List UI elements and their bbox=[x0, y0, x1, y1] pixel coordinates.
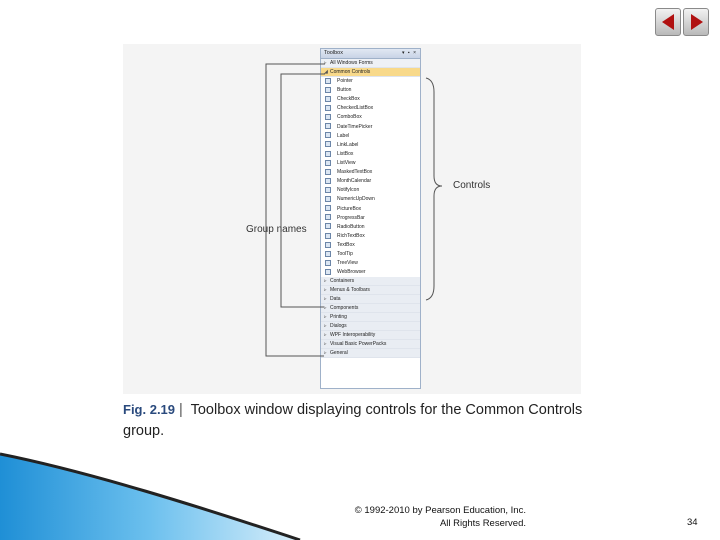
group-label: Dialogs bbox=[330, 323, 347, 330]
group-expander-icon: ▹ bbox=[324, 278, 327, 285]
group-names-leader-outer bbox=[266, 64, 325, 356]
copyright-line-2: All Rights Reserved. bbox=[439, 518, 526, 529]
group-label: All Windows Forms bbox=[330, 60, 373, 66]
group-label: Data bbox=[330, 296, 341, 303]
group-expander-icon: ▹ bbox=[324, 341, 327, 348]
control-label: MaskedTextBox bbox=[337, 169, 373, 176]
toolbox-window-buttons: ▾ ▪ × bbox=[402, 50, 417, 56]
group-label: General bbox=[330, 350, 348, 357]
control-label: ComboBox bbox=[337, 114, 362, 121]
control-label: RichTextBox bbox=[337, 232, 365, 239]
control-label: Button bbox=[337, 87, 352, 94]
group-expander-icon: ▹ bbox=[324, 332, 327, 339]
control-label: LinkLabel bbox=[337, 141, 359, 148]
control-label: TextBox bbox=[337, 241, 355, 248]
group-names-leader-inner bbox=[281, 74, 325, 307]
figure-number: Fig. 2.19 bbox=[123, 402, 176, 417]
control-label: CheckedListBox bbox=[337, 105, 374, 112]
group-expander-icon: ▹ bbox=[324, 287, 327, 294]
group-label: WPF Interoperability bbox=[330, 332, 376, 339]
control-label: ProgressBar bbox=[337, 214, 365, 221]
control-label: NumericUpDown bbox=[337, 196, 375, 203]
control-label: WebBrowser bbox=[337, 269, 366, 276]
control-label: CheckBox bbox=[337, 96, 360, 103]
group-label: Printing bbox=[330, 314, 347, 321]
group-label: Containers bbox=[330, 278, 355, 285]
control-label: Pointer bbox=[337, 78, 353, 84]
control-label: ListView bbox=[337, 159, 356, 166]
group-names-label: Group names bbox=[246, 224, 307, 235]
caption-separator: | bbox=[179, 402, 183, 418]
group-label: Components bbox=[330, 305, 359, 312]
group-expander-icon: ▹ bbox=[324, 314, 327, 321]
group-expander-icon: ◢ bbox=[324, 69, 328, 75]
toolbox-title: Toolbox bbox=[324, 50, 343, 56]
caption-text: Toolbox window displaying controls for the Common Controls group. bbox=[123, 402, 583, 439]
footer-swoosh-decoration bbox=[0, 452, 320, 540]
group-expander-icon: ▹ bbox=[324, 60, 327, 66]
group-label: Common Controls bbox=[330, 69, 371, 75]
group-label: Visual Basic PowerPacks bbox=[330, 341, 387, 348]
group-expander-icon: ▹ bbox=[324, 350, 327, 357]
copyright-line-1: © 1992-2010 by Pearson Education, Inc. bbox=[354, 505, 526, 516]
group-label: Menus & Toolbars bbox=[330, 287, 370, 294]
controls-label: Controls bbox=[453, 180, 491, 191]
figure-caption bbox=[123, 399, 593, 442]
group-expander-icon: ▹ bbox=[324, 305, 327, 312]
control-label: Label bbox=[337, 132, 350, 139]
copyright-notice bbox=[300, 504, 526, 530]
group-expander-icon: ▹ bbox=[324, 296, 327, 303]
page-number: 34 bbox=[687, 517, 698, 528]
control-label: RadioButton bbox=[337, 223, 365, 230]
control-label: TreeView bbox=[337, 260, 358, 267]
group-expander-icon: ▹ bbox=[324, 323, 327, 330]
control-label: DateTimePicker bbox=[337, 123, 373, 130]
control-label: PictureBox bbox=[337, 205, 362, 212]
control-label: NotifyIcon bbox=[337, 187, 360, 194]
control-label: ListBox bbox=[337, 150, 354, 157]
control-label: ToolTip bbox=[337, 251, 353, 258]
controls-brace bbox=[426, 78, 442, 300]
control-label: MonthCalendar bbox=[337, 178, 372, 185]
